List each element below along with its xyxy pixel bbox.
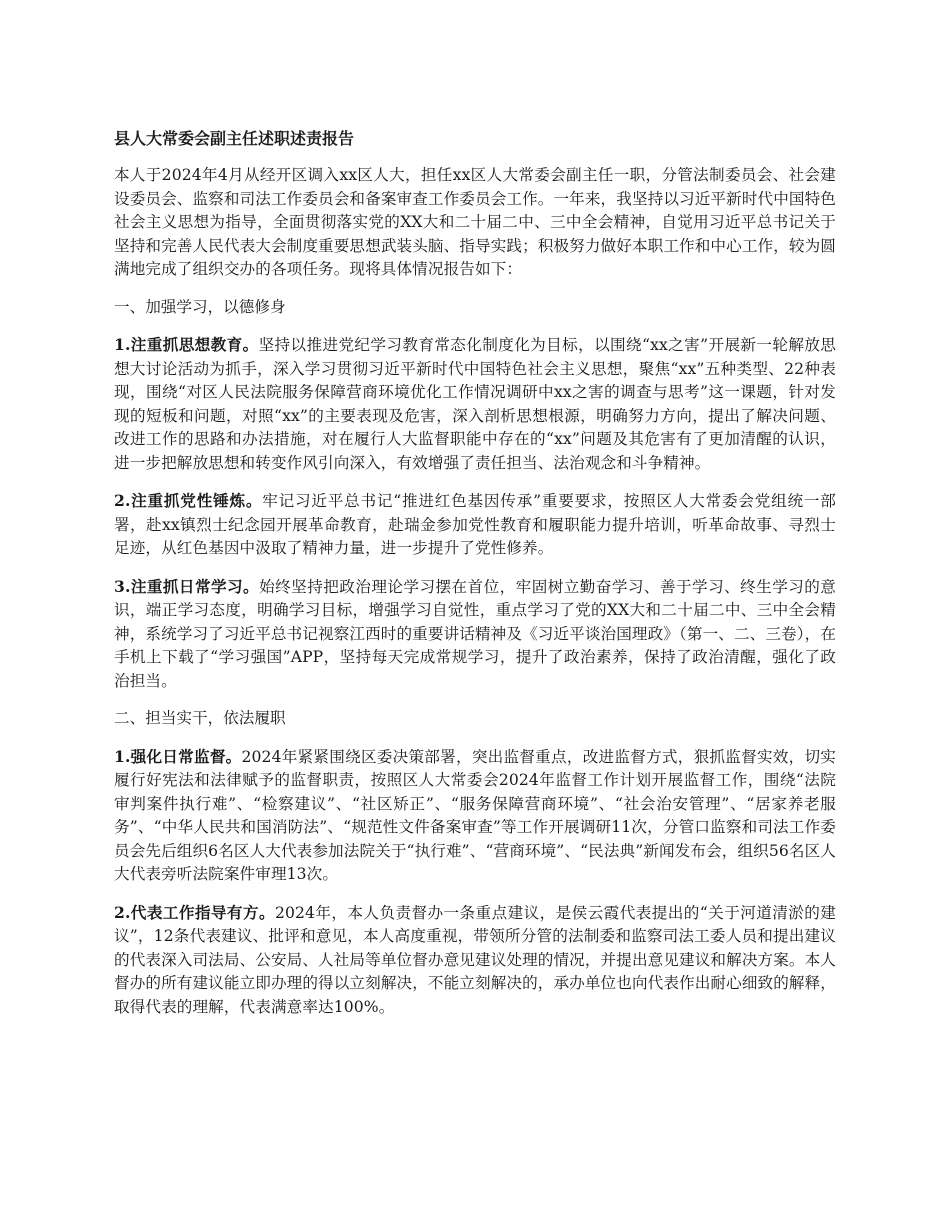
item-lead: 2.注重抓党性锤炼。 — [114, 491, 263, 510]
item-lead: 2.代表工作指导有方。 — [114, 902, 275, 922]
intro-paragraph: 本人于2024年4月从经开区调入xx区人大，担任xx区人大常委会副主任一职，分管法制委员会、社会建设委员会、监察和司法工作委员会和备案审查工作委员会工作。一年来，我坚持以习近平新时代中国特色社会主义思想为指导，全面贯彻落实党的XX大和二十届二中、三中全会精神，自觉用习近平总书记关于坚持和完善人民代表大会制度重要思想武装头脑、指导实践；积极努力做好本职工作和中心工作，较为圆满地完成了组织交办的各项任务。现将具体情况报告如下： — [114, 166, 836, 278]
section1-item-2 — [114, 489, 836, 561]
section2-item-1 — [114, 745, 836, 887]
item-text: 2024年紧紧围绕区委决策部署，突出监督重点，改进监督方式，狠抓监督实效，切实履行好宪法和法律赋予的监督职责，按照区人大常委会2024年监督工作计划开展监督工作，围绕“法院审判案件执行难”、“检察建议”、“社区矫正”、“服务保障营商环境”、“社会治安管理”、“居家养老服务”、“中华人民共和国消防法”、“规范性文件备案审查”等工作开展调研11次，分管口监察和司法工作委员会先后组织6名区人大代表参加法院关于“执行难”、“营商环境”、“民法典”新闻发布会，组织56名区人大代表旁听法院案件审理13次。 — [114, 747, 836, 883]
section1-item-3 — [114, 575, 836, 694]
item-text: 2024年，本人负责督办一条重点建议，是侯云霞代表提出的“关于河道清淤的建议”，12条代表建议、批评和意见，本人高度重视，带领所分管的法制委和监察司法工委人员和提出建议的代表深入司法局、公安局、人社局等单位督办意见建议处理的情况，并提出意见建议和解决方案。本人督办的所有建议能立即办理的得以立刻解决，不能立刻解决的，承办单位也向代表作出耐心细致的解释，取得代表的理解，代表满意率达100%。 — [114, 903, 836, 1016]
item-lead: 3.注重抓日常学习。 — [114, 576, 260, 596]
section2-item-2 — [114, 901, 836, 1020]
section-heading-1: 一、加强学习，以德修身 — [114, 297, 286, 316]
item-lead: 1.强化日常监督。 — [114, 746, 242, 766]
item-text: 坚持以推进党纪学习教育常态化制度化为目标，以围绕“xx之害”开展新一轮解放思想大讨论活动为抓手，深入学习贯彻习近平新时代中国特色社会主义思想，聚焦“xx”五种类型、22种表现，围绕“对区人民法院服务保障营商环境优化工作情况调研中xx之害的调查与思考”这一课题，针对发现的短板和问题，对照“xx”的主要表现及危害，深入剖析思想根源，明确努力方向，提出了解决问题、改进工作的思路和办法措施，对在履行人大监督职能中存在的“xx”问题及其危害有了更加清醒的认识，进一步把解放思想和转变作风引向深入，有效增强了责任担当、法治观念和斗争精神。 — [114, 336, 836, 472]
section-heading-2: 二、担当实干，依法履职 — [114, 709, 286, 727]
document-title: 县人大常委会副主任述职述责报告 — [114, 129, 355, 148]
section1-item-1 — [114, 333, 836, 475]
item-lead: 1.注重抓思想教育。 — [114, 335, 259, 354]
item-text: 始终坚持把政治理论学习摆在首位，牢固树立勤奋学习、善于学习、终生学习的意识，端正学习态度，明确学习目标，增强学习自觉性，重点学习了党的XX大和二十届二中、三中全会精神，系统学习了习近平总书记视察江西时的重要讲话精神及《习近平谈治国理政》（第一、二、三卷），在手机上下载了“学习强国”APP，坚持每天完成常规学习，提升了政治素养，保持了政治清醒，强化了政治担当。 — [114, 577, 837, 690]
item-text: 牢记习近平总书记“推进红色基因传承”重要要求，按照区人大常委会党组统一部署，赴xx镇烈士纪念园开展革命教育，赴瑞金参加党性教育和履职能力提升培训，听革命故事、寻烈士足迹，从红色基因中汲取了精神力量，进一步提升了党性修养。 — [114, 492, 837, 557]
